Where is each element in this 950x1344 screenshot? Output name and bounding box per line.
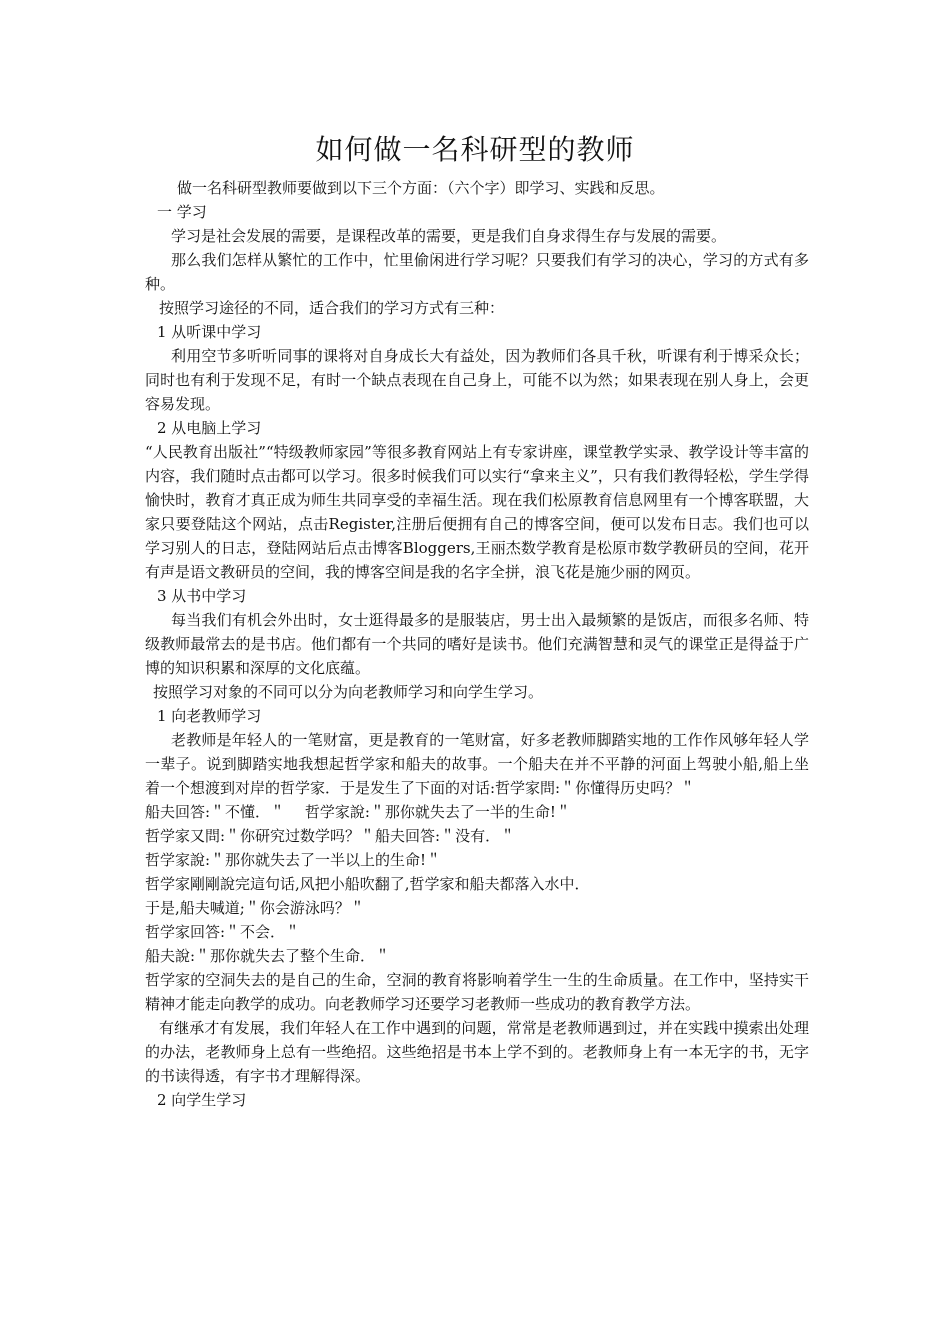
document-body [145,176,809,1112]
paragraph: 按照学习途径的不同，适合我们的学习方式有三种： [159,299,505,317]
paragraph: 1 从听课中学习 [157,323,262,341]
paragraph: 哲学家回答:＂不会．＂ [145,923,301,941]
paragraph: 那么我们怎样从繁忙的工作中，忙里偷闲进行学习呢？只要我们有学习的决心，学习的方式有多种。 [145,251,809,293]
paragraph: 哲学家剛剛說完這句话,风把小船吹翻了,哲学家和船夫都落入水中． [145,875,590,893]
paragraph: 哲学家的空洞失去的是自己的生命，空洞的教育将影响着学生一生的生命质量。在工作中，坚持实干精神才能走向教学的成功。向老教师学习还要学习老教师一些成功的教育教学方法。 [145,971,809,1013]
paragraph: 3 从书中学习 [157,587,247,605]
paragraph: 于是,船夫喊道;＂你会游泳吗？＂ [145,899,365,917]
paragraph: 老教师是年轻人的一笔财富，更是教育的一笔财富，好多老教师脚踏实地的工作作风够年轻人学一辈子。说到脚踏实地我想起哲学家和船夫的故事。一个船夫在并不平静的河面上驾驶小船,船上坐着一个想渡到对岸的哲学家．于是发生了下面的对话:哲学家問:＂你懂得历史吗？＂ [145,731,809,797]
paragraph: 做一名科研型教师要做到以下三个方面：（六个字）即学习、实践和反思。 [177,179,665,197]
paragraph: 学习是社会发展的需要，是课程改革的需要，更是我们自身求得生存与发展的需要。 [171,227,727,245]
paragraph: 一 学习 [157,203,207,221]
paragraph: 1 向老教师学习 [157,707,262,725]
document-title: 如何做一名科研型的教师 [315,133,635,166]
paragraph: 哲学家說:＂那你就失去了一半以上的生命!＂ [145,851,442,869]
paragraph: 船夫回答:＂不懂．＂ 哲学家說:＂那你就失去了一半的生命!＂ [145,803,571,821]
paragraph: “人民教育出版社”“特级教师家园”等很多教育网站上有专家讲座，课堂教学实录、教学设计等丰富的内容，我们随时点击都可以学习。很多时候我们可以实行“拿来主义”，只有我们教得轻松，学生学得愉快时，教育才真正成为师生共同享受的幸福生活。现在我们松原教育信息网里有一个博客联盟，大家只要登陆这个网站，点击Register,注册后便拥有自己的博客空间，便可以发布日志。我们也可以学习别人的日志，登陆网站后点击博客Bloggers,王丽杰数学教育是松原市数学教研员的空间，花开有声是语文教研员的空间，我的博客空间是我的名字全拼，浪飞花是施少丽的网页。 [145,443,809,581]
paragraph: 利用空节多听听同事的课将对自身成长大有益处，因为教师们各具千秋，听课有利于博采众长；同时也有利于发现不足，有时一个缺点表现在自己身上，可能不以为然；如果表现在别人身上，会更容易发现。 [145,347,809,413]
paragraph: 每当我们有机会外出时，女士逛得最多的是服装店，男士出入最频繁的是饭店，而很多名师、特级教师最常去的是书店。他们都有一个共同的嗜好是读书。他们充满智慧和灵气的课堂正是得益于广博的知识积累和深厚的文化底蕴。 [145,611,809,677]
paragraph: 2 从电脑上学习 [157,419,262,437]
paragraph: 船夫說:＂那你就失去了整个生命．＂ [145,947,391,965]
paragraph: 按照学习对象的不同可以分为向老教师学习和向学生学习。 [153,683,544,701]
paragraph: 哲学家又問:＂你研究过数学吗？＂船夫回答:＂没有．＂ [145,827,516,845]
paragraph: 2 向学生学习 [157,1091,247,1109]
paragraph: 有继承才有发展，我们年轻人在工作中遇到的问题，常常是老教师遇到过，并在实践中摸索出处理的办法，老教师身上总有一些绝招。这些绝招是书本上学不到的。老教师身上有一本无字的书，无字的书读得透，有字书才理解得深。 [145,1019,809,1085]
